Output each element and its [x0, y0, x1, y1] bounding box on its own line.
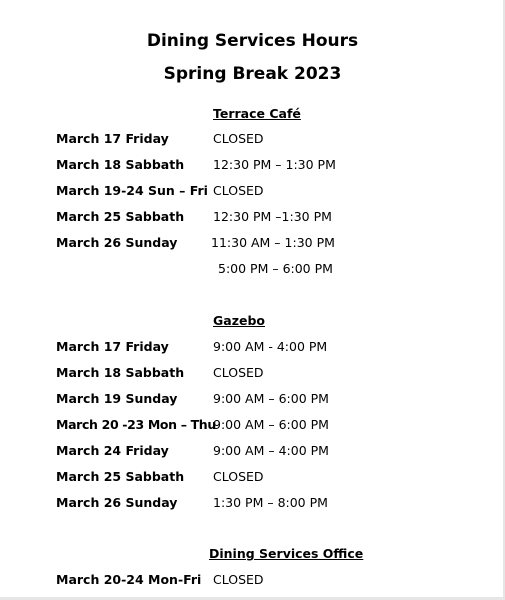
schedule-hours: 5:00 PM – 6:00 PM: [218, 261, 333, 276]
schedule-day: March 17 Friday: [56, 131, 169, 146]
page-title: Dining Services Hours: [146, 31, 359, 51]
schedule-row: [0, 469, 505, 485]
schedule-hours: CLOSED: [213, 572, 264, 587]
schedule-hours: 11:30 AM – 1:30 PM: [211, 235, 335, 250]
schedule-row: [0, 131, 505, 147]
schedule-hours: CLOSED: [213, 365, 264, 380]
schedule-day: March 19-24 Sun – Fri: [56, 183, 208, 198]
schedule-day: March 24 Friday: [56, 443, 169, 458]
section-heading-terrace-cafe: Terrace Café: [213, 106, 301, 121]
schedule-row: [0, 365, 505, 381]
schedule-hours: 12:30 PM – 1:30 PM: [213, 157, 336, 172]
schedule-hours: 9:00 AM – 6:00 PM: [213, 391, 329, 406]
schedule-hours: 9:00 AM – 4:00 PM: [213, 443, 329, 458]
schedule-day: March 17 Friday: [56, 339, 169, 354]
schedule-row: [0, 261, 505, 277]
schedule-row: [0, 495, 505, 511]
schedule-row: [0, 417, 505, 433]
schedule-day: March 18 Sabbath: [56, 365, 185, 380]
schedule-day: March 26 Sunday: [56, 235, 178, 250]
schedule-day: March 25 Sabbath: [56, 209, 185, 224]
schedule-row: [0, 339, 505, 355]
schedule-day: March 26 Sunday: [56, 495, 178, 510]
schedule-hours: 9:00 AM – 6:00 PM: [213, 417, 329, 432]
schedule-hours: 1:30 PM – 8:00 PM: [213, 495, 328, 510]
schedule-day: March 18 Sabbath: [56, 157, 185, 172]
schedule-day: March 20-24 Mon-Fri: [56, 572, 202, 587]
schedule-hours: CLOSED: [213, 183, 264, 198]
schedule-day: March 19 Sunday: [56, 391, 178, 406]
schedule-day: March 20 -23 Mon – Thu: [56, 417, 216, 432]
schedule-row: [0, 209, 505, 225]
schedule-hours: CLOSED: [213, 131, 264, 146]
schedule-hours: 9:00 AM - 4:00 PM: [213, 339, 328, 354]
schedule-row: [0, 443, 505, 459]
schedule-day: March 25 Sabbath: [56, 469, 185, 484]
schedule-row: [0, 235, 505, 251]
section-heading-gazebo: Gazebo: [213, 313, 265, 328]
schedule-row: [0, 183, 505, 199]
page-subtitle: Spring Break 2023: [163, 64, 342, 84]
section-heading-dining-services-office: Dining Services Office: [209, 546, 364, 561]
schedule-row: [0, 391, 505, 407]
schedule-row: [0, 157, 505, 173]
schedule-hours: 12:30 PM –1:30 PM: [213, 209, 332, 224]
schedule-hours: CLOSED: [213, 469, 264, 484]
schedule-row: [0, 572, 505, 588]
